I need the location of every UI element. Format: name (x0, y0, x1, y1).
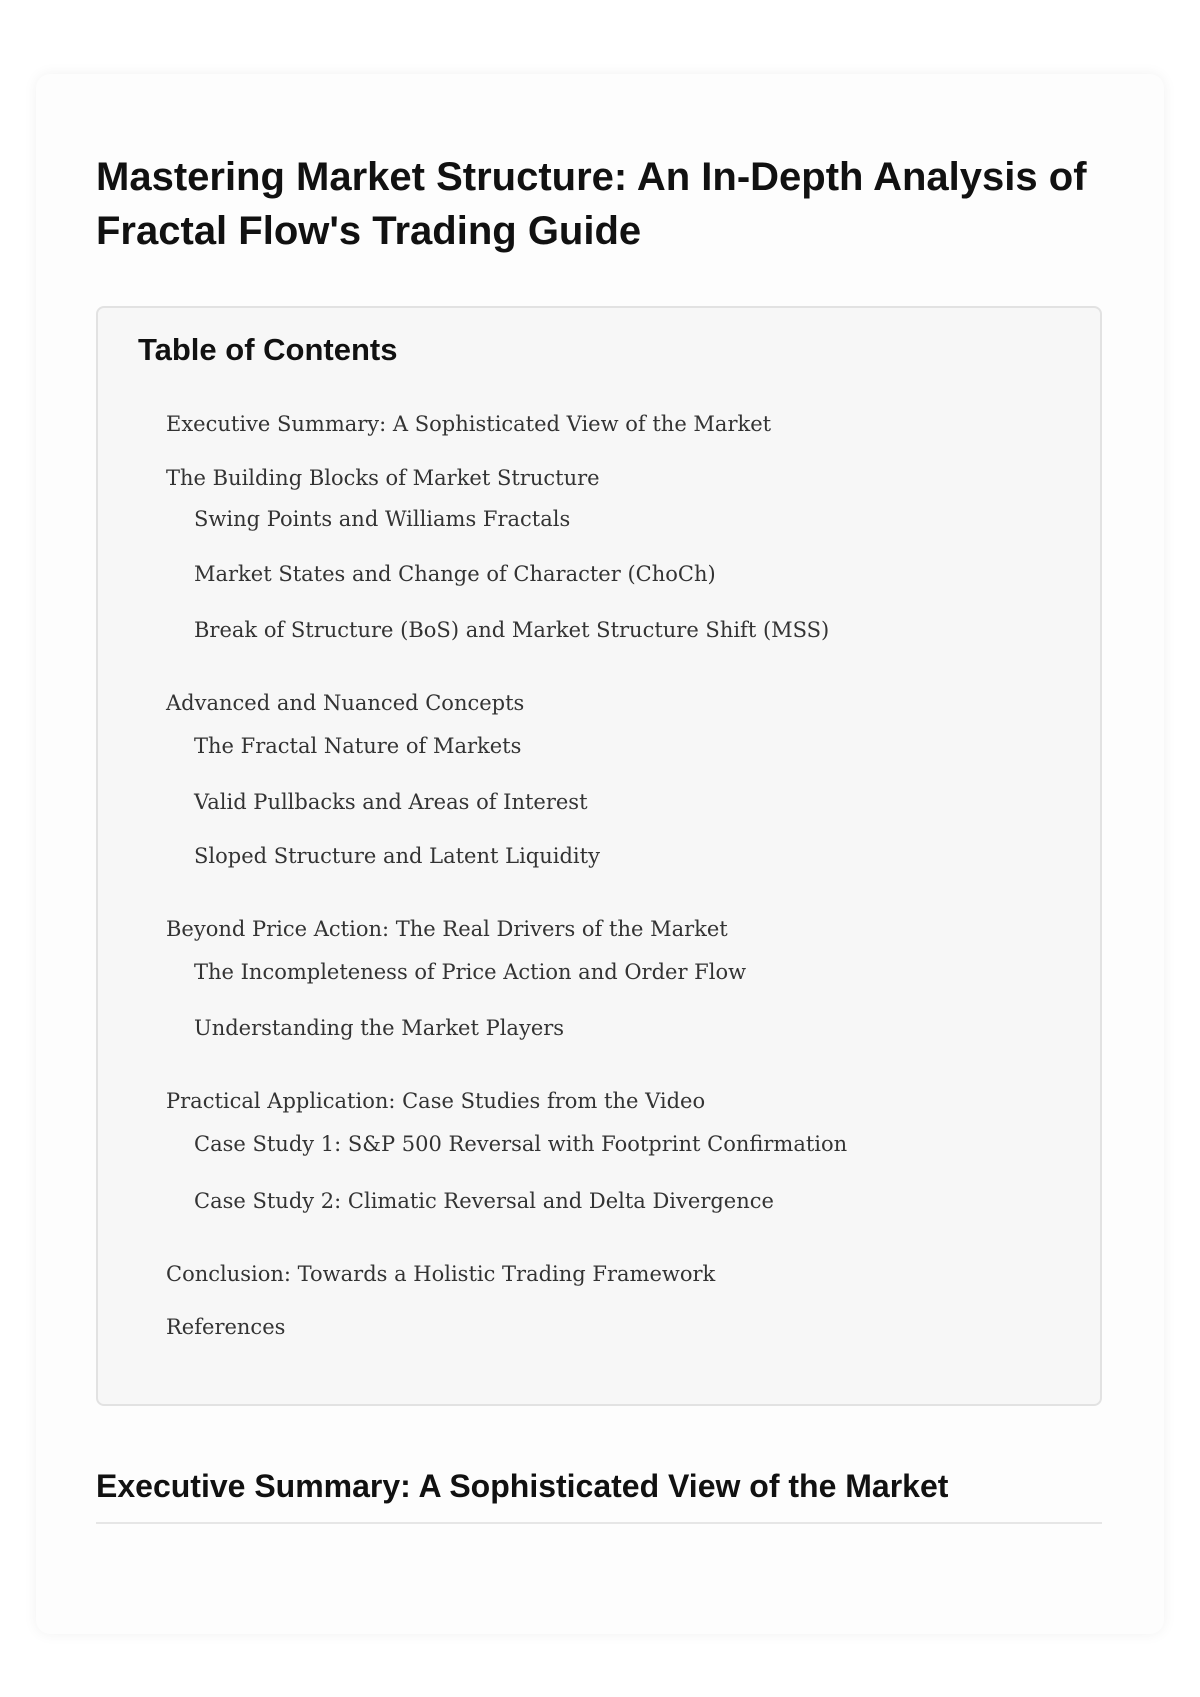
toc-link-beyond-price-action[interactable]: Beyond Price Action: The Real Drivers of the Market (166, 917, 728, 941)
toc-link-practical-application[interactable]: Practical Application: Case Studies from the Video (166, 1089, 706, 1113)
toc-link-market-players[interactable]: Understanding the Market Players (194, 1016, 565, 1040)
article-card (36, 74, 1164, 1634)
section-divider (96, 1522, 1102, 1524)
toc-link-sloped-structure[interactable]: Sloped Structure and Latent Liquidity (194, 844, 600, 868)
toc-link-conclusion[interactable]: Conclusion: Towards a Holistic Trading Framework (166, 1262, 716, 1286)
toc-link-case-study-2[interactable]: Case Study 2: Climatic Reversal and Delta Divergence (194, 1189, 774, 1213)
toc-link-case-study-1[interactable]: Case Study 1: S&P 500 Reversal with Footprint Confirmation (194, 1132, 848, 1156)
toc-heading: Table of Contents (138, 332, 398, 367)
article-title: Mastering Market Structure: An In-Depth Analysis of Fractal Flow's Trading Guide (96, 155, 1087, 253)
toc-link-incompleteness[interactable]: The Incompleteness of Price Action and Order Flow (194, 960, 747, 984)
section-heading-executive-summary: Executive Summary: A Sophisticated View of the Market (96, 1468, 949, 1504)
toc-link-advanced-concepts[interactable]: Advanced and Nuanced Concepts (166, 691, 525, 715)
toc-link-break-of-structure[interactable]: Break of Structure (BoS) and Market Structure Shift (MSS) (194, 618, 830, 642)
table-of-contents (96, 306, 1102, 1406)
toc-link-building-blocks[interactable]: The Building Blocks of Market Structure (166, 466, 600, 490)
toc-link-swing-points[interactable]: Swing Points and Williams Fractals (194, 507, 571, 531)
toc-link-fractal-nature[interactable]: The Fractal Nature of Markets (194, 734, 522, 758)
toc-link-executive-summary[interactable]: Executive Summary: A Sophisticated View of the Market (166, 412, 772, 436)
toc-link-market-states[interactable]: Market States and Change of Character (ChoCh) (194, 562, 716, 586)
toc-link-references[interactable]: References (166, 1315, 286, 1339)
toc-link-valid-pullbacks[interactable]: Valid Pullbacks and Areas of Interest (194, 790, 588, 814)
